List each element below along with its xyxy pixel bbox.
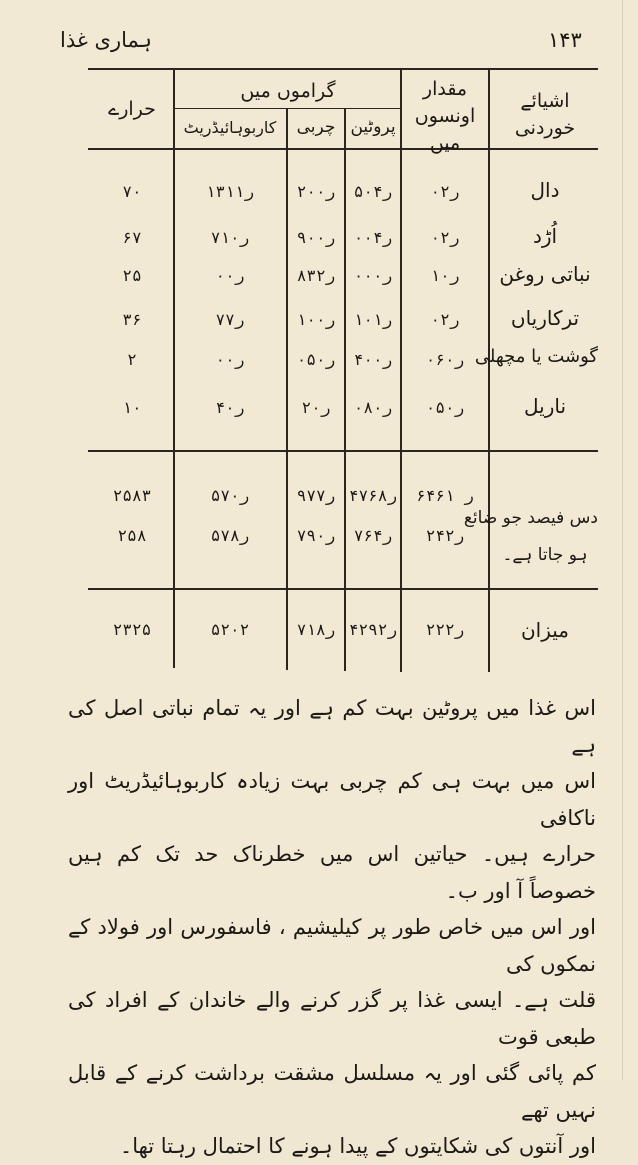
paragraph-line: اس میں بہت ہی کم چربی بہت زیادہ کاربوہائیڈریٹ اور ناکافی	[68, 769, 596, 830]
page-number: ۱۴۳	[548, 28, 582, 52]
header-grams-group: گراموں میں	[240, 80, 336, 102]
row-calories: ۳۶	[122, 310, 142, 329]
subtotal-bottom-rule	[88, 588, 598, 590]
row-item: ترکاریاں	[510, 306, 580, 330]
row-calories: ۷۰	[122, 182, 142, 201]
total-calories: ۲۳۲۵	[112, 620, 152, 639]
header-quantity: مقدار اونسوں میں	[414, 78, 476, 154]
subtotal-quantity: ۶۴ر ۶۱	[416, 486, 474, 505]
total-protein: ۴۲ر۹۲	[348, 620, 398, 639]
paragraph-line: قلت ہے۔ ایسی غذا پر گزر کرنے والے خاندان کے افراد کی طبعی قوت	[68, 988, 596, 1049]
row-fat: ۲ر۰	[301, 398, 331, 417]
row-protein: ۰۸ر۰	[353, 398, 393, 417]
row-calories: ۱۰	[122, 398, 142, 417]
row-quantity: ۰۶ر۰	[425, 350, 465, 369]
subtotal-protein: ۴۷ر۶۸	[348, 486, 398, 505]
header-fat: چربی	[296, 117, 336, 137]
row-item: اُڑد	[532, 224, 558, 248]
row-protein: ۱۰ر۱	[353, 310, 393, 329]
header-item: اشیائے خوردنی	[514, 90, 576, 139]
row-protein: ۴۰ر۰	[353, 350, 393, 369]
grams-group-rule	[175, 108, 401, 109]
row-calories: ۲۵	[122, 266, 142, 285]
row-item: گوشت یا مچھلی	[474, 346, 598, 367]
row-calories: ۲	[127, 350, 137, 369]
row-quantity: ۱ر۰	[430, 266, 460, 285]
row-item: نباتی روغن	[499, 262, 591, 286]
row-fat: ۱۰ر۰	[296, 310, 336, 329]
total-quantity: ۲ر۲۲	[425, 620, 465, 639]
row-carbohydrate: ۴ر۰	[215, 398, 245, 417]
row-protein: ۰۰ر۴	[353, 228, 393, 247]
row-item: ناریل	[523, 394, 567, 418]
page-edge	[622, 0, 623, 1080]
total-label: میزان	[520, 618, 570, 642]
header-protein: پروٹین	[350, 117, 396, 137]
subtotal-carbohydrate: ۵۷ر۰	[210, 486, 250, 505]
row-carbohydrate: ۰ر۰	[215, 266, 245, 285]
paragraph-line: اور آنتوں کی شکایتوں کے پیدا ہونے کا احتمال رہتا تھا۔	[119, 1134, 596, 1158]
subtotal-label-line1: دس فیصد جو ضائع	[463, 508, 598, 528]
col-divider	[488, 68, 490, 672]
row-fat: ۲۰ر۰	[296, 182, 336, 201]
row-fat: ۹۰ر۰	[296, 228, 336, 247]
row-carbohydrate: ۷ر۷	[215, 310, 245, 329]
row-quantity: ۰۵ر۰	[425, 398, 465, 417]
loss-protein: ۷۶ر۴	[353, 526, 393, 545]
header-bottom-rule	[88, 148, 598, 150]
row-fat: ۰۵ر۰	[296, 350, 336, 369]
subtotal-fat: ۹۷ر۷	[296, 486, 336, 505]
loss-calories: ۲۵۸	[117, 526, 147, 545]
col-divider	[400, 68, 402, 672]
running-header-title: ہماری غذا	[60, 28, 152, 52]
loss-fat: ۷۹ر۰	[296, 526, 336, 545]
loss-carbohydrate: ۵۷ر۸	[210, 526, 250, 545]
row-carbohydrate: ۷ر۱۰	[210, 228, 250, 247]
total-fat: ۷ر۱۸	[296, 620, 336, 639]
row-item: دال	[530, 178, 560, 202]
row-calories: ۶۷	[122, 228, 142, 247]
row-carbohydrate: ۱۳ر۱۱	[205, 182, 255, 201]
paragraph-line: اس غذا میں پروٹین بہت کم ہے اور یہ تمام نباتی اصل کی ہے	[68, 696, 596, 757]
table-top-rule	[88, 68, 598, 70]
header-calories: حرارے	[108, 98, 156, 120]
subtotal-calories: ۲۵۸۳	[112, 486, 152, 505]
row-protein: ۵۰ر۴	[353, 182, 393, 201]
row-fat: ۸۳ر۲	[296, 266, 336, 285]
col-divider	[344, 108, 346, 671]
paragraph-line: کم پائی گئی اور یہ مسلسل مشقت برداشت کرنے کے قابل نہیں تھے	[68, 1061, 596, 1122]
row-quantity: ۰ر۲	[430, 182, 460, 201]
col-divider	[286, 108, 288, 670]
body-paragraph	[68, 690, 596, 1165]
row-quantity: ۰ر۲	[430, 310, 460, 329]
row-protein: ۰۰ر۰	[353, 266, 393, 285]
paragraph-line: اور اس میں خاص طور پر کیلیشیم ، فاسفورس اور فولاد کے نمکوں کی	[68, 915, 596, 976]
subtotal-label-line2: ہو جاتا ہے۔	[502, 545, 588, 565]
col-divider	[173, 68, 175, 668]
row-quantity: ۰ر۲	[430, 228, 460, 247]
loss-quantity: ۲۴ر۲	[425, 526, 465, 545]
paragraph-line: حرارے ہیں۔ حیاتین اس میں خطرناک حد تک کم ہیں خصوصاً آ اور ب۔	[68, 842, 596, 903]
header-carbohydrate: کاربوہائیڈریٹ	[183, 118, 277, 137]
body-bottom-rule	[88, 450, 598, 452]
total-carbohydrate: ۵۲۰۲	[210, 620, 250, 639]
row-carbohydrate: ۰ر۰	[215, 350, 245, 369]
